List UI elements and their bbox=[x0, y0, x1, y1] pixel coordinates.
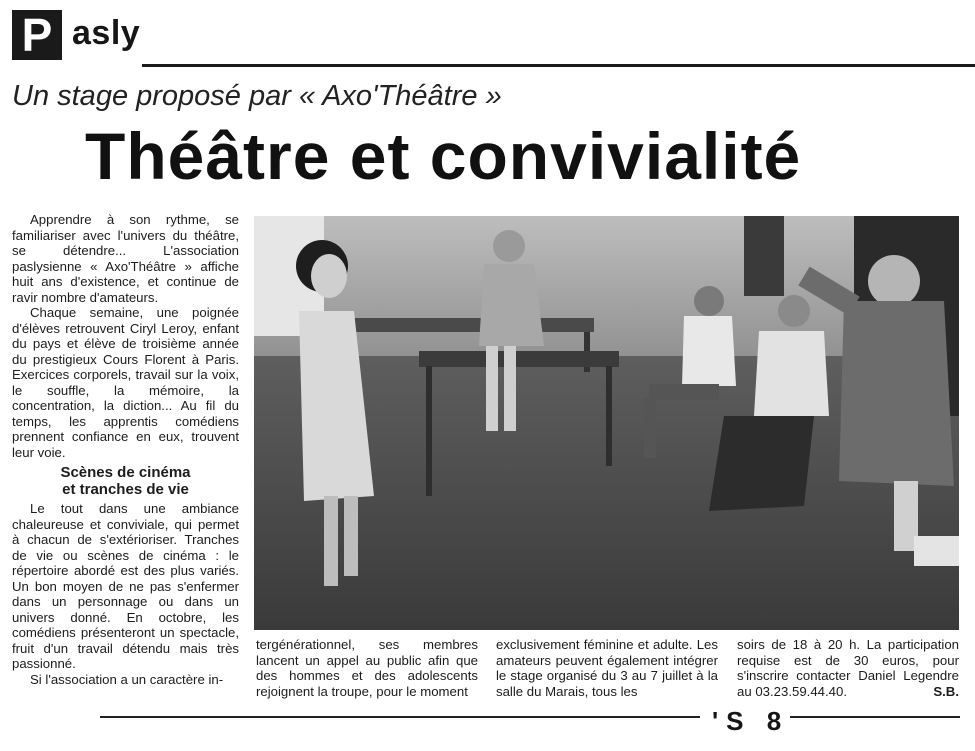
paragraph-2: Chaque semaine, une poignée d'élèves retrouvent Ciryl Leroy, enfant du pays et élève de troisième année du prestigieux Cours Florent à Paris. Exercices corporels, travail sur la voix, le souffle, la mémoire, la concentration, la diction... Au fil du temps, les apprentis comédiens prennent confiance en eux, trouvent leur voie. bbox=[12, 305, 239, 460]
section-rule bbox=[142, 64, 975, 67]
article-column-2: tergénérationnel, ses membres lancent un appel au public afin que des hommes et des adolescents rejoignent la troupe, pour le moment bbox=[256, 637, 478, 699]
headline: Théâtre et convivialité bbox=[85, 119, 802, 193]
paragraph-1: Apprendre à son rythme, se familiariser avec l'univers du théâtre, se détendre... L'association paslysienne « Axo'Théâtre » affiche huit ans d'existence, et continue de ravir nombre d'amateurs. bbox=[12, 212, 239, 305]
section-name: asly bbox=[72, 14, 141, 52]
section-header bbox=[12, 8, 975, 66]
author-signature: S.B. bbox=[933, 683, 959, 699]
subhead-line-2: et tranches de vie bbox=[62, 481, 189, 498]
article-column-4 bbox=[737, 637, 959, 699]
subhead-line-1: Scènes de cinéma bbox=[60, 464, 191, 481]
paragraph-3: Le tout dans une ambiance chaleureuse et conviviale, qui permet à chacun de s'extérioriser. Tranches de vie ou scènes de cinéma : le répertoire abordé est des plus variés. Un bon moyen de ne pas s'enfermer dans un personnage ou dans un univers donné. En octobre, les comédiens présenteront un spectacle, fruit d'un travail détendu mais très passionné. bbox=[12, 501, 239, 671]
photo-theatre-rehearsal bbox=[254, 216, 959, 630]
article-column-1 bbox=[12, 212, 239, 687]
article-column-3: exclusivement féminine et adulte. Les amateurs peuvent également intégrer le stage organisé du 3 au 7 juillet à la salle du Marais, tous les bbox=[496, 637, 718, 699]
paragraph-4: Si l'association a un caractère in- bbox=[30, 671, 224, 687]
footer-mark: 'S 8 bbox=[712, 706, 790, 736]
kicker: Un stage proposé par « Axo'Théâtre » bbox=[12, 80, 502, 112]
article-photo bbox=[254, 216, 959, 630]
subhead bbox=[12, 464, 239, 498]
footer-rule-left bbox=[100, 716, 700, 718]
footer-rule-right bbox=[790, 716, 960, 718]
section-letter-box: P bbox=[12, 10, 62, 60]
article-column-4-text: soirs de 18 à 20 h. La participation requise est de 30 euros, pour s'inscrire contacter Daniel Legendre au 03.23.59.44.40. bbox=[737, 637, 959, 699]
